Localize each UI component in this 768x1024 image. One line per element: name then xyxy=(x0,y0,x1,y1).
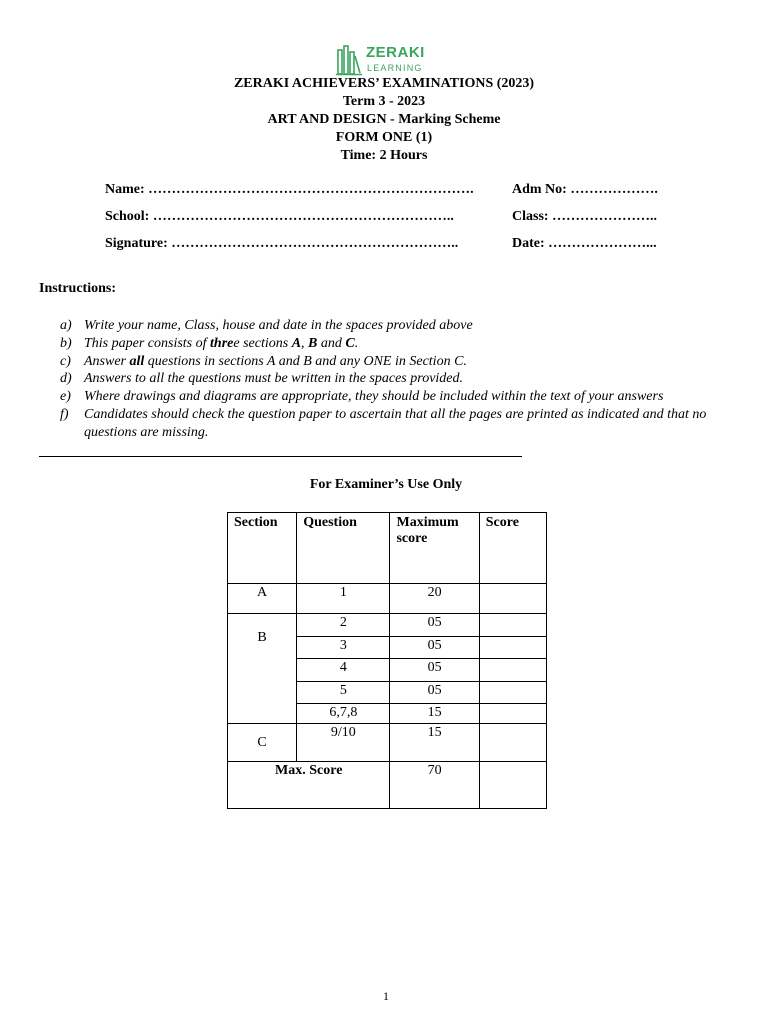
instruction-emphasis: all xyxy=(129,353,145,369)
instruction-text: Candidates should check the question paper to ascertain that all the pages are printed as indicated and that no questions are missing. xyxy=(84,406,707,440)
instruction-emphasis: thre xyxy=(210,335,234,351)
header-maximum-score: Maximum score xyxy=(390,513,479,584)
instruction-text: questions in sections A and B and any ONE in Section C. xyxy=(144,353,467,369)
instruction-marker: a) xyxy=(60,318,72,333)
instruction-item xyxy=(60,335,740,353)
max-score-cell: 05 xyxy=(390,637,479,659)
school-field[interactable]: School: ……………………………………………………….. xyxy=(105,209,454,224)
instruction-item xyxy=(60,406,740,442)
subject-line: ART AND DESIGN - Marking Scheme xyxy=(267,112,501,127)
score-cell[interactable] xyxy=(479,682,546,704)
header-score: Score xyxy=(479,513,546,584)
section-cell: A xyxy=(228,584,297,614)
zeraki-logo xyxy=(336,44,436,76)
term-line: Term 3 - 2023 xyxy=(342,94,426,109)
instruction-text: Where drawings and diagrams are appropriate, they should be included within the text of your answers xyxy=(84,389,664,405)
question-cell: 3 xyxy=(297,637,390,659)
instruction-text: . xyxy=(354,335,359,351)
books-icon xyxy=(336,44,362,76)
name-field[interactable]: Name: ……………………………………………………………. xyxy=(105,182,474,197)
section-b-text: B xyxy=(257,630,267,645)
form-line: FORM ONE (1) xyxy=(335,130,433,145)
instruction-text: Answer xyxy=(84,353,130,369)
section-cell: C xyxy=(228,724,297,762)
header-question: Question xyxy=(297,513,390,584)
adm-no-field[interactable]: Adm No: ………………. xyxy=(512,182,658,197)
examiner-table xyxy=(227,512,547,809)
instruction-marker: e) xyxy=(60,389,71,405)
examiner-title: For Examiner’s Use Only xyxy=(309,477,463,492)
instruction-marker: c) xyxy=(60,353,71,369)
instruction-marker: b) xyxy=(60,335,72,351)
exam-title: ZERAKI ACHIEVERS’ EXAMINATIONS (2023) xyxy=(233,76,535,91)
divider-line xyxy=(39,456,522,457)
table-row xyxy=(228,584,547,614)
total-label: Max. Score xyxy=(228,762,390,809)
instruction-text: e sections xyxy=(233,335,292,351)
section-a-label: A xyxy=(291,335,302,351)
instruction-text: Answers to all the questions must be written in the spaces provided. xyxy=(84,371,464,387)
page-number: 1 xyxy=(383,989,389,1003)
instructions-list xyxy=(60,317,740,442)
max-score-cell: 05 xyxy=(390,682,479,704)
signature-field[interactable]: Signature: …………………………………………………….. xyxy=(105,236,459,251)
section-c-label: C xyxy=(345,335,355,351)
question-cell: 6,7,8 xyxy=(297,704,390,724)
score-cell[interactable] xyxy=(479,704,546,724)
max-score-cell: 05 xyxy=(390,614,479,637)
instruction-text: , xyxy=(301,335,309,351)
score-cell[interactable] xyxy=(479,659,546,682)
score-cell[interactable] xyxy=(479,584,546,614)
instruction-marker: d) xyxy=(60,371,72,387)
table-total-row xyxy=(228,762,547,809)
question-cell: 2 xyxy=(297,614,390,637)
question-cell: 1 xyxy=(297,584,390,614)
time-line: Time: 2 Hours xyxy=(340,148,428,163)
max-score-cell: 20 xyxy=(390,584,479,614)
score-cell[interactable] xyxy=(479,724,546,762)
table-header-row xyxy=(228,513,547,584)
table-row xyxy=(228,614,547,637)
question-cell: 4 xyxy=(297,659,390,682)
question-cell: 5 xyxy=(297,682,390,704)
instruction-item xyxy=(60,317,740,335)
table-row xyxy=(228,724,547,762)
section-cell xyxy=(228,614,297,724)
instruction-item xyxy=(60,353,740,371)
class-field[interactable]: Class: ………………….. xyxy=(512,209,658,224)
max-score-cell: 15 xyxy=(390,704,479,724)
logo-brand: ZERAKI xyxy=(366,44,425,61)
logo-subtitle: LEARNING xyxy=(367,63,423,73)
max-score-cell: 15 xyxy=(390,724,479,762)
score-cell[interactable] xyxy=(479,614,546,637)
total-score-cell[interactable] xyxy=(479,762,546,809)
instruction-item xyxy=(60,370,740,388)
instruction-text: This paper consists of xyxy=(84,335,211,351)
section-b-label: B xyxy=(308,335,318,351)
score-cell[interactable] xyxy=(479,637,546,659)
instruction-marker: f) xyxy=(60,406,69,422)
max-score-cell: 05 xyxy=(390,659,479,682)
question-cell: 9/10 xyxy=(297,724,390,762)
total-value: 70 xyxy=(390,762,479,809)
instruction-text: and xyxy=(317,335,346,351)
header-section: Section xyxy=(228,513,297,584)
instructions-title: Instructions: xyxy=(39,281,117,296)
date-field[interactable]: Date: …………………... xyxy=(512,236,657,251)
instruction-text: Write your name, Class, house and date in the spaces provided above xyxy=(84,318,473,333)
instruction-item xyxy=(60,388,740,406)
